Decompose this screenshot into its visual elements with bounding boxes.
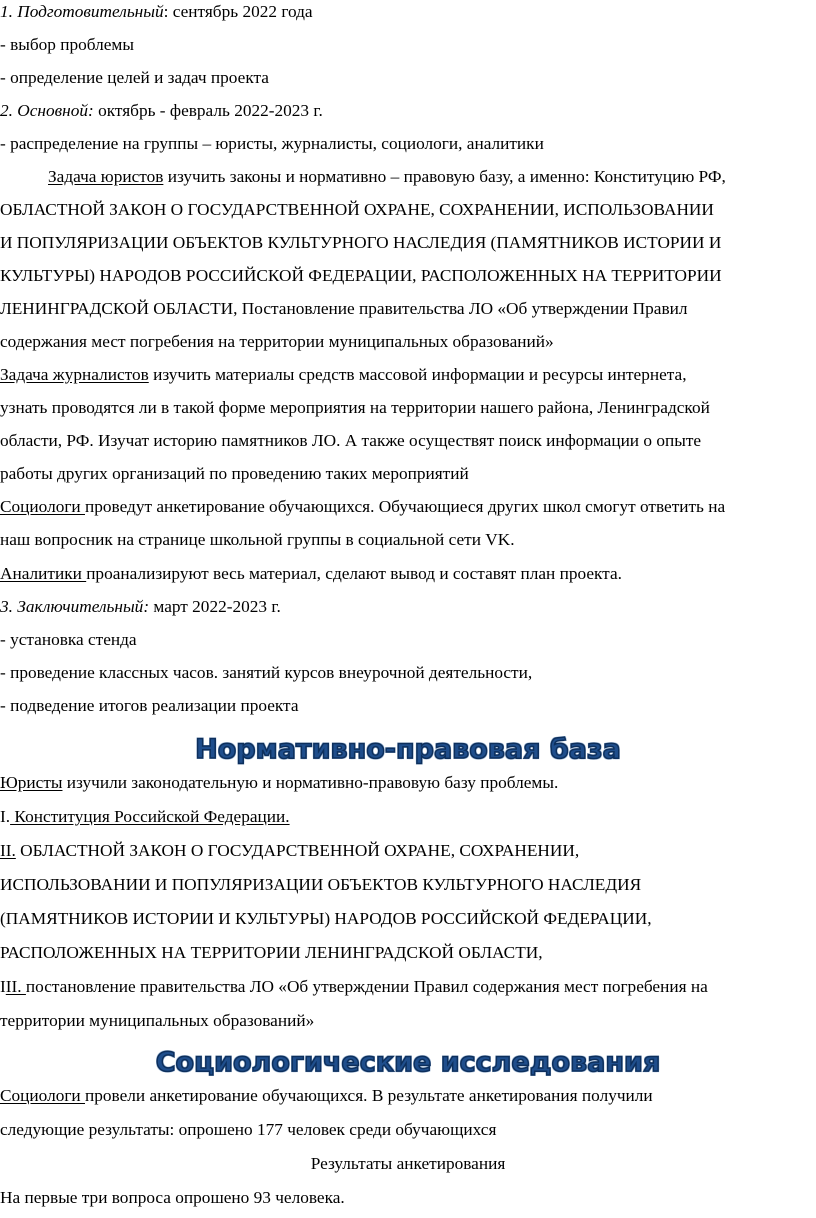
stage3-line (0, 596, 281, 618)
paragraph-text: изучили законодательную и нормативно-правовую базу проблемы. (62, 773, 559, 792)
paragraph-line: следующие результаты: опрошено 177 человек среди обучающихся (0, 1120, 497, 1139)
legal-item-text: Конституция Российской Федерации. (10, 807, 290, 826)
paragraph-line: И ПОПУЛЯРИЗАЦИИ ОБЪЕКТОВ КУЛЬТУРНОГО НАСЛЕДИЯ (ПАМЯТНИКОВ ИСТОРИИ И (0, 233, 722, 252)
stage3-text: март 2022-2023 г. (149, 597, 281, 616)
stage3-label: 3. Заключительный: (0, 597, 150, 616)
sociologists-task-line (0, 496, 725, 518)
heading-legal-base: Нормативно-правовая база (195, 734, 621, 765)
paragraph-line: области, РФ. Изучат историю памятников ЛО. А также осуществят поиск информации о опыте (0, 431, 702, 450)
legal-item-1 (0, 806, 290, 828)
stage1-line (0, 1, 313, 23)
paragraph-line: ИСПОЛЬЗОВАНИИ И ПОПУЛЯРИЗАЦИИ ОБЪЕКТОВ КУЛЬТУРНОГО НАСЛЕДИЯ (0, 875, 642, 894)
list-item: - подведение итогов реализации проекта (0, 696, 299, 715)
paragraph-text: изучить материалы средств массовой информации и ресурсы интернета, (148, 365, 687, 384)
paragraph-text: изучить законы и нормативно – правовую базу, а именно: Конституцию РФ, (163, 167, 726, 186)
stage2-line (0, 100, 323, 122)
social-intro-line (0, 1085, 653, 1107)
legal-item-number: II. (0, 841, 16, 860)
paragraph-line: территории муниципальных образований» (0, 1011, 315, 1030)
stage2-text: октябрь - февраль 2022-2023 г. (93, 101, 323, 120)
paragraph-line: работы других организаций по проведению таких мероприятий (0, 464, 469, 483)
results-title: Результаты анкетирования (310, 1154, 506, 1173)
lawyers-task-line (48, 166, 726, 188)
stage2-label: 2. Основной: (0, 101, 94, 120)
social-intro-label: Социологи (0, 1086, 85, 1105)
paragraph-line: наш вопросник на странице школьной группы в социальной сети VK. (0, 530, 515, 549)
journalists-task-label: Задача журналистов (0, 365, 149, 384)
heading-social-research: Социологические исследования (155, 1047, 661, 1078)
legal-item-2 (0, 840, 579, 862)
analysts-task-label: Аналитики (0, 564, 87, 583)
legal-item-number-underlined: II. (5, 977, 26, 996)
stage1-label: 1. Подготовительный (0, 2, 164, 21)
paragraph-line: узнать проводятся ли в такой форме мероприятия на территории нашего района, Ленинградской (0, 398, 710, 417)
legal-item-number: I (0, 977, 6, 996)
legal-item-number: I. (0, 807, 11, 826)
legal-item-3 (0, 976, 708, 998)
list-item: - установка стенда (0, 630, 137, 649)
list-item: - определение целей и задач проекта (0, 68, 269, 87)
paragraph-line: содержания мест погребения на территории муниципальных образований» (0, 332, 554, 351)
list-item: - выбор проблемы (0, 35, 134, 54)
legal-item-text: постановление правительства ЛО «Об утверждении Правил содержания мест погребения на (25, 977, 708, 996)
paragraph-line: ОБЛАСТНОЙ ЗАКОН О ГОСУДАРСТВЕННОЙ ОХРАНЕ, СОХРАНЕНИИ, ИСПОЛЬЗОВАНИИ (0, 200, 714, 219)
sociologists-task-label: Социологи (0, 497, 85, 516)
paragraph-line: РАСПОЛОЖЕННЫХ НА ТЕРРИТОРИИ ЛЕНИНГРАДСКОЙ ОБЛАСТИ, (0, 943, 543, 962)
paragraph-text: проанализируют весь материал, сделают вывод и составят план проекта. (86, 564, 622, 583)
paragraph-text: провели анкетирование обучающихся. В результате анкетирования получили (85, 1086, 653, 1105)
journalists-task-line (0, 364, 687, 386)
lawyers-task-label: Задача юристов (48, 167, 164, 186)
paragraph-line: КУЛЬТУРЫ) НАРОДОВ РОССИЙСКОЙ ФЕДЕРАЦИИ, РАСПОЛОЖЕННЫХ НА ТЕРРИТОРИИ (0, 266, 722, 285)
stage1-text: : сентябрь 2022 года (163, 2, 313, 21)
legal-intro-line (0, 772, 558, 794)
legal-intro-label: Юристы (0, 773, 63, 792)
paragraph-line: (ПАМЯТНИКОВ ИСТОРИИ И КУЛЬТУРЫ) НАРОДОВ РОССИЙСКОЙ ФЕДЕРАЦИИ, (0, 909, 652, 928)
paragraph-line: ЛЕНИНГРАДСКОЙ ОБЛАСТИ, Постановление правительства ЛО «Об утверждении Правил (0, 299, 688, 318)
legal-item-text: ОБЛАСТНОЙ ЗАКОН О ГОСУДАРСТВЕННОЙ ОХРАНЕ, СОХРАНЕНИИ, (15, 841, 580, 860)
list-item: - распределение на группы – юристы, журналисты, социологи, аналитики (0, 134, 544, 153)
analysts-task-line (0, 563, 622, 585)
list-item: - проведение классных часов. занятий курсов внеурочной деятельности, (0, 663, 533, 682)
results-note: На первые три вопроса опрошено 93 человека. (0, 1188, 345, 1207)
paragraph-text: проведут анкетирование обучающихся. Обучающиеся других школ смогут ответить на (85, 497, 726, 516)
